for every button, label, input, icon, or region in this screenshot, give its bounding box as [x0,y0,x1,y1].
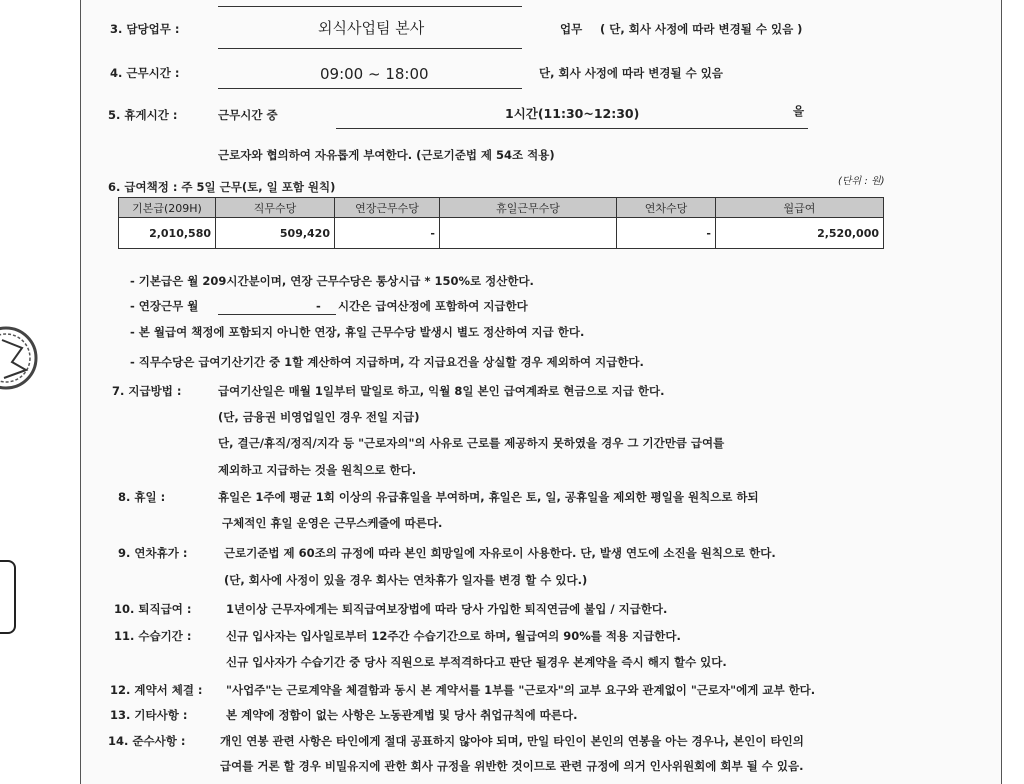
sec13-label: 13. 기타사항 : [110,708,188,722]
salary-table-row [119,218,884,249]
value-holiday-allowance [440,218,617,249]
sec6-note-1: - 기본급은 월 209시간분이며, 연장 근무수당은 통상시급 * 150%로 정산한다. [130,274,534,288]
sec11-label: 11. 수습기간 : [114,629,192,643]
sec5-note: 근로자와 협의하여 자유롭게 부여한다. (근로기준법 제 54조 적용) [218,148,555,162]
header-annual-leave-allowance: 연차수당 [617,198,716,218]
sec6-overtime-suffix: 시간은 급여산정에 포함하여 지급한다 [338,299,528,313]
sec6-label: 6. 급여책정 : 주 5일 근무(토, 일 포함 원칙) [108,180,336,194]
sec3-value: 외식사업팀 본사 [318,19,425,37]
sec6-overtime-value: - [316,299,321,313]
sec13-line-1: 본 계약에 정함이 없는 사항은 노동관계법 및 당사 취업규칙에 따른다. [226,708,578,722]
header-overtime-allowance: 연장근무수당 [335,198,440,218]
sec4-label: 4. 근무시간 : [110,66,180,80]
sec4-underline [218,88,522,89]
sec10-line-1: 1년이상 근무자에게는 퇴직급여보장법에 따라 당사 가입한 퇴직연금에 불입 / 지급한다. [226,602,668,616]
sec12-line-1: "사업주"는 근로계약을 체결함과 동시 본 계약서를 1부를 "근로자"의 교부 요구와 관계없이 "근로자"에게 교부 한다. [226,683,816,697]
sec11-line-2: 신규 입사자가 수습기간 중 당사 직원으로 부적격하다고 판단 될경우 본계약을 즉시 해지 할수 있다. [226,655,727,669]
sec5-lead: 근무시간 중 [218,108,278,122]
sec7-line-1: 급여기산일은 매월 1일부터 말일로 하고, 익월 8일 본인 급여계좌로 현금으로 지급 한다. [218,384,665,398]
salary-table [118,197,884,249]
sec7-label: 7. 지급방법 : [112,384,182,398]
header-basic-pay: 기본급(209H) [119,198,216,218]
sec6-overtime-underline [218,314,336,315]
sec12-label: 12. 계약서 체결 : [110,683,203,697]
sec5-underline [336,128,808,129]
value-basic-pay: 2,010,580 [119,218,216,249]
value-monthly-salary: 2,520,000 [716,218,884,249]
sec6-note-2: - 본 월급여 책정에 포함되지 아니한 연장, 휴일 근무수당 발생시 별도 정산하여 지급 한다. [130,325,585,339]
sec14-label: 14. 준수사항 : [108,734,186,748]
sec4-value: 09:00 ~ 18:00 [320,65,429,83]
sec3-label: 3. 담당업무 : [110,22,180,36]
sec7-line-2: (단, 금융권 비영업일인 경우 전일 지급) [218,410,420,424]
sec3-note: ( 단, 회사 사정에 따라 변경될 수 있음 ) [600,22,803,36]
sec9-line-1: 근로기준법 제 60조의 규정에 따라 본인 희망일에 자유로이 사용한다. 단, 발생 연도에 소진을 원칙으로 한다. [224,546,776,560]
value-overtime-allowance: - [335,218,440,249]
sec8-line-2: 구체적인 휴일 운영은 근무스케줄에 따른다. [222,516,443,530]
header-duty-allowance: 직무수당 [216,198,335,218]
sec5-suffix: 을 [793,104,805,118]
value-annual-leave-allowance: - [617,218,716,249]
margin-mark [0,560,16,634]
header-monthly-salary: 월급여 [716,198,884,218]
sec6-overtime-prefix: - 연장근무 월 [130,299,199,313]
header-holiday-allowance: 휴일근무수당 [440,198,617,218]
sec7-line-3: 단, 결근/휴직/정직/지각 등 "근로자의"의 사유로 근로를 제공하지 못하였을 경우 그 기간만큼 급여를 [218,436,725,450]
sec8-label: 8. 휴일 : [118,490,166,504]
sec14-line-2: 급여를 거론 할 경우 비밀유지에 관한 회사 규정을 위반한 것이므로 관련 규정에 의거 인사위원회에 회부 될 수 있음. [220,759,804,773]
sec11-line-1: 신규 입사자는 입사일로부터 12주간 수습기간으로 하며, 월급여의 90%를 적용 지급한다. [226,629,681,643]
sec6-note-3: - 직무수당은 급여기산기간 중 1할 계산하여 지급하며, 각 지급요건을 상실할 경우 제외하여 지급한다. [130,355,644,369]
sec5-label: 5. 휴게시간 : [108,108,178,122]
value-duty-allowance: 509,420 [216,218,335,249]
top-rule [218,6,522,7]
sec3-underline [218,48,522,49]
sec4-note: 단, 회사 사정에 따라 변경될 수 있음 [539,66,723,80]
sec9-label: 9. 연차휴가 : [118,546,188,560]
sec3-tag: 업무 [560,22,583,36]
sec8-line-1: 휴일은 1주에 평균 1회 이상의 유급휴일을 부여하며, 휴일은 토, 일, 공휴일을 제외한 평일을 원칙으로 하되 [218,490,759,504]
sec5-value: 1시간(11:30~12:30) [505,106,640,121]
salary-table-header [119,198,884,218]
sec6-unit: (단위 : 원) [838,176,885,187]
sec7-line-4: 제외하고 지급하는 것을 원칙으로 한다. [218,463,417,477]
sec9-line-2: (단, 회사에 사정이 있을 경우 회사는 연차휴가 일자를 변경 할 수 있다.) [224,573,588,587]
seal-stamp-fragment [0,318,40,410]
sec10-label: 10. 퇴직급여 : [114,602,192,616]
sec14-line-1: 개인 연봉 관련 사항은 타인에게 절대 공표하지 않아야 되며, 만일 타인이 본인의 연봉을 아는 경우나, 본인이 타인의 [220,734,804,748]
